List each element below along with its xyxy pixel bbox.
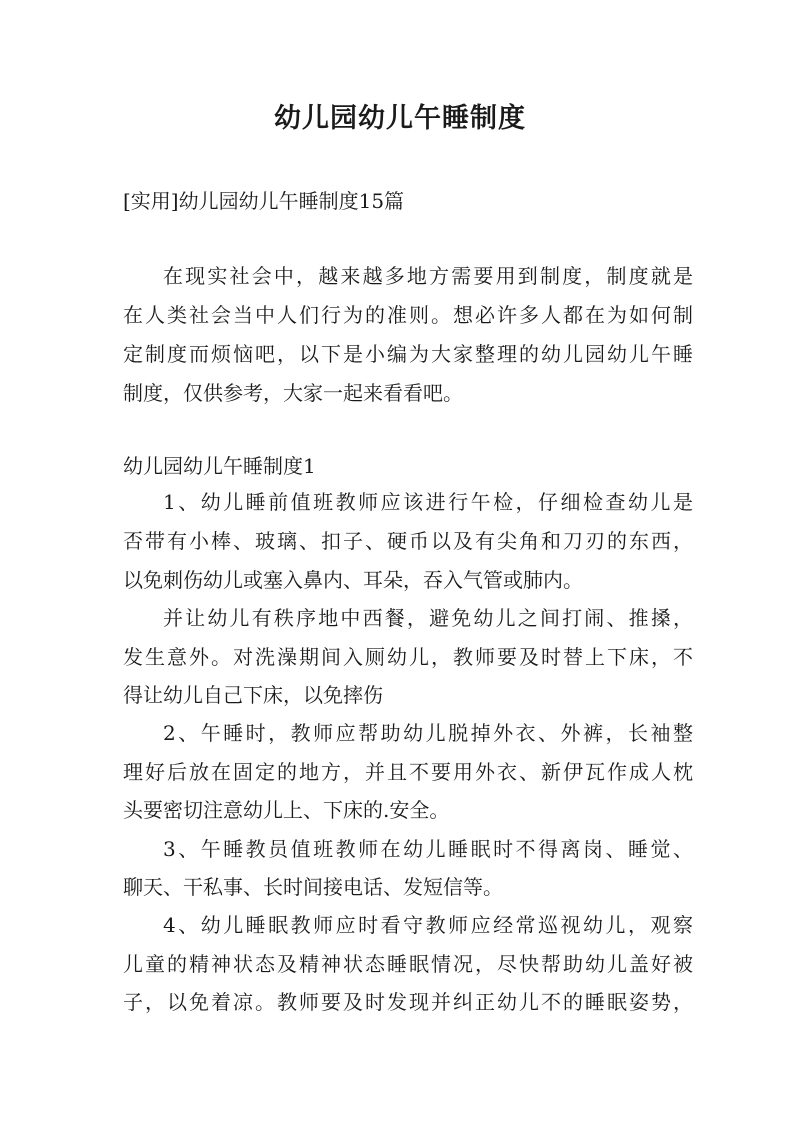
body-line: 儿童的精神状态及精神状态睡眠情况，尽快帮助幼儿盖好被 [123,952,693,976]
body-line: 4、幼儿睡眠教师应时看守教师应经常巡视幼儿，观察 [163,913,693,937]
body-line: 聊天、干私事、长时间接电话、发短信等。 [123,875,503,899]
body-line: 1、幼儿睡前值班教师应该进行午检，仔细检查幼儿是 [163,490,693,514]
intro-line: 在人类社会当中人们行为的准则。想必许多人都在为如何制 [123,303,693,327]
body-line: 并让幼儿有秩序地中西餐，避免幼儿之间打闹、推搡， [163,606,693,630]
body-line: 发生意外。对洗澡期间入厕幼儿，教师要及时替上下床，不 [123,645,693,669]
section-heading: 幼儿园幼儿午睡制度1 [123,454,316,478]
body-line: 得让幼儿自己下床，以免摔伤 [123,683,383,707]
intro-line: 定制度而烦恼吧，以下是小编为大家整理的幼儿园幼儿午睡 [123,342,693,366]
intro-line: 在现实社会中，越来越多地方需要用到制度，制度就是 [163,264,693,288]
body-line: 头要密切注意幼儿上、下床的.安全。 [123,798,450,822]
body-line: 理好后放在固定的地方，并且不要用外衣、新伊瓦作成人枕 [123,760,693,784]
body-line: 子，以免着凉。教师要及时发现并纠正幼儿不的睡眠姿势， [123,990,693,1014]
body-line: 以免刺伤幼儿或塞入鼻内、耳朵，吞入气管或肺内。 [123,568,583,592]
body-line: 3、午睡教员值班教师在幼儿睡眠时不得离岗、睡觉、 [163,837,693,861]
intro-line: 制度，仅供参考，大家一起来看看吧。 [123,381,463,405]
body-line: 2、午睡时，教师应帮助幼儿脱掉外衣、外裤，长袖整 [163,721,693,745]
document-subtitle: [实用]幼儿园幼儿午睡制度15篇 [123,189,405,213]
document-title: 幼儿园幼儿午睡制度 [274,103,526,134]
body-line: 否带有小棒、玻璃、扣子、硬币以及有尖角和刀刃的东西， [123,529,693,553]
